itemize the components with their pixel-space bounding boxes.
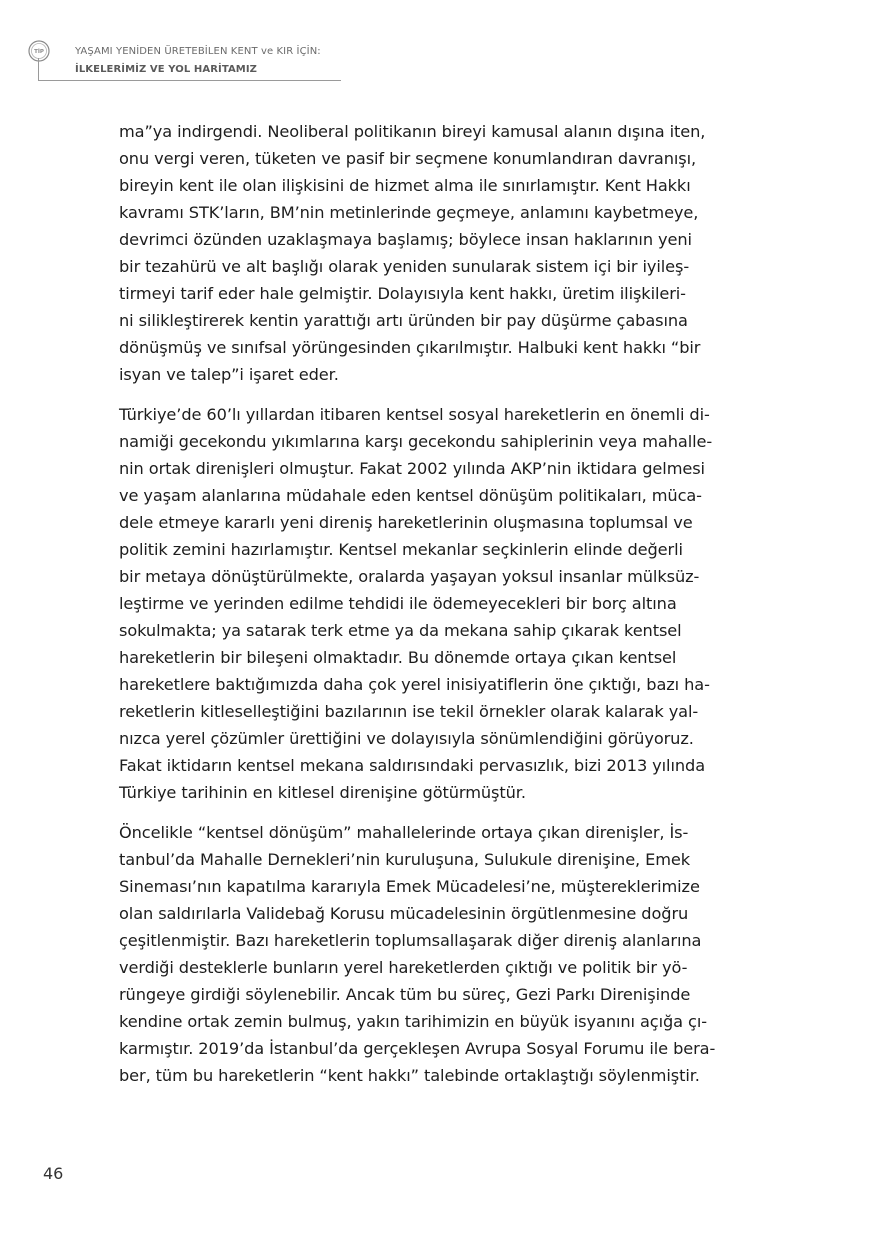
text-line: reketlerin kitleselleştiğini bazılarının ise tekil örnekler olarak kalarak yal- xyxy=(119,702,699,721)
text-line: kavramı STK’ların, BM’nin metinlerinde geçmeye, anlamını kaybetmeye, xyxy=(119,203,699,222)
book-title: YAŞAMI YENİDEN ÜRETEBİLEN KENT ve KIR İÇİN: xyxy=(75,46,321,57)
text-line: sokulmakta; ya satarak terk etme ya da mekana sahip çıkarak kentsel xyxy=(119,621,682,640)
text-line: bir tezahürü ve alt başlığı olarak yeniden sunularak sistem içi bir iyileş- xyxy=(119,257,690,276)
text-line: dönüşmüş ve sınıfsal yörüngesinden çıkarılmıştır. Halbuki kent hakkı “bir xyxy=(119,338,701,357)
text-line: ber, tüm bu hareketlerin “kent hakkı” talebinde ortaklaştığı söylenmiştir. xyxy=(119,1066,700,1085)
party-logo-icon xyxy=(28,40,50,62)
header-vertical-rule xyxy=(38,58,39,80)
text-line: leştirme ve yerinden edilme tehdidi ile ödemeyecekleri bir borç altına xyxy=(119,594,677,613)
text-line: Sineması’nın kapatılma kararıyla Emek Mücadelesi’ne, müştereklerimize xyxy=(119,877,700,896)
text-line: Türkiye’de 60’lı yıllardan itibaren kentsel sosyal hareketlerin en önemli di- xyxy=(119,405,710,424)
text-line: ni silikleştirerek kentin yarattığı artı üründen bir pay düşürme çabasına xyxy=(119,311,688,330)
text-line: rüngeye girdiği söylenebilir. Ancak tüm bu süreç, Gezi Parkı Direnişinde xyxy=(119,985,691,1004)
text-line: verdiği desteklerle bunların yerel hareketlerden çıktığı ve politik bir yö- xyxy=(119,958,688,977)
text-line: kendine ortak zemin bulmuş, yakın tarihimizin en büyük isyanını açığa çı- xyxy=(119,1012,707,1031)
text-line: olan saldırılarla Validebağ Korusu mücadelesinin örgütlenmesine doğru xyxy=(119,904,689,923)
text-line: tirmeyi tarif eder hale gelmiştir. Dolayısıyla kent hakkı, üretim ilişkileri- xyxy=(119,284,686,303)
page-body xyxy=(119,118,759,1089)
text-line: namiği gecekondu yıkımlarına karşı gecekondu sahiplerinin veya mahalle- xyxy=(119,432,713,451)
text-line: devrimci özünden uzaklaşmaya başlamış; böylece insan haklarının yeni xyxy=(119,230,692,249)
text-line: onu vergi veren, tüketen ve pasif bir seçmene konumlandıran davranışı, xyxy=(119,149,697,168)
text-line: Türkiye tarihinin en kitlesel direnişine götürmüştür. xyxy=(119,783,526,802)
logo-text: TİP xyxy=(34,49,44,56)
text-line: hareketlere baktığımızda daha çok yerel inisiyatiflerin öne çıktığı, bazı ha- xyxy=(119,675,710,694)
text-line: nin ortak direnişleri olmuştur. Fakat 2002 yılında AKP’nin iktidara gelmesi xyxy=(119,459,705,478)
text-line: politik zemini hazırlamıştır. Kentsel mekanlar seçkinlerin elinde değerli xyxy=(119,540,683,559)
text-line: tanbul’da Mahalle Dernekleri’nin kuruluşuna, Sulukule direnişine, Emek xyxy=(119,850,691,869)
text-line: isyan ve talep”i işaret eder. xyxy=(119,365,339,384)
paragraph-2 xyxy=(119,401,759,806)
text-line: bir metaya dönüştürülmekte, oralarda yaşayan yoksul insanlar mülksüz- xyxy=(119,567,700,586)
text-line: Öncelikle “kentsel dönüşüm” mahallelerinde ortaya çıkan direnişler, İs- xyxy=(119,823,689,842)
book-subtitle: İLKELERİMİZ VE YOL HARİTAMIZ xyxy=(75,64,258,75)
text-line: Fakat iktidarın kentsel mekana saldırısındaki pervasızlık, bizi 2013 yılında xyxy=(119,756,706,775)
text-line: nızca yerel çözümler ürettiğini ve dolayısıyla sönümlendiğini görüyoruz. xyxy=(119,729,694,748)
text-line: bireyin kent ile olan ilişkisini de hizmet alma ile sınırlamıştır. Kent Hakkı xyxy=(119,176,691,195)
page-number: 46 xyxy=(43,1164,64,1183)
text-line: çeşitlenmiştir. Bazı hareketlerin toplumsallaşarak diğer direniş alanlarına xyxy=(119,931,702,950)
text-line: ve yaşam alanlarına müdahale eden kentsel dönüşüm politikaları, müca- xyxy=(119,486,702,505)
header-horizontal-rule xyxy=(38,80,341,81)
text-line: dele etmeye kararlı yeni direniş hareketlerinin oluşmasına toplumsal ve xyxy=(119,513,693,532)
paragraph-1 xyxy=(119,118,759,388)
text-line: ma”ya indirgendi. Neoliberal politikanın bireyi kamusal alanın dışına iten, xyxy=(119,122,706,141)
text-line: hareketlerin bir bileşeni olmaktadır. Bu dönemde ortaya çıkan kentsel xyxy=(119,648,677,667)
text-line: karmıştır. 2019’da İstanbul’da gerçekleşen Avrupa Sosyal Forumu ile bera- xyxy=(119,1039,716,1058)
running-header xyxy=(28,40,341,81)
paragraph-3 xyxy=(119,819,759,1089)
